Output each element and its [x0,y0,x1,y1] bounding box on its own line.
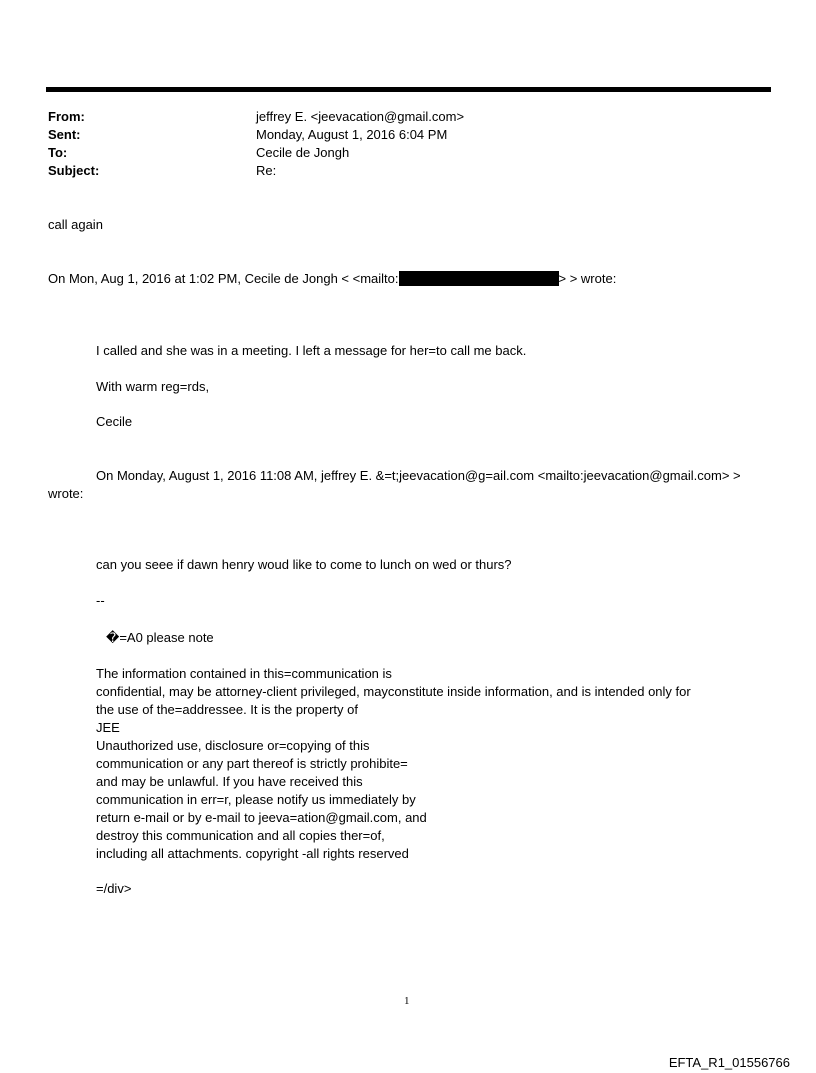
subject-label: Subject: [48,163,100,178]
redaction-block [399,271,559,286]
sent-value: Monday, August 1, 2016 6:04 PM [256,127,448,142]
quote1-prefix: On Mon, Aug 1, 2016 at 1:02 PM, Cecile de Jongh < <mailto: [48,271,399,286]
quote2-signature-separator: -- [96,593,105,608]
quote2-header-line2: wrote: [48,486,84,501]
quote2-header-line1: On Monday, August 1, 2016 11:08 AM, jeffrey E. &=t;jeevacation@g=ail.com <mailto:jeevacation@gmail.com> > [96,468,741,483]
disclaimer-line: Unauthorized use, disclosure or=copying of this [96,738,370,753]
sent-row [48,126,748,144]
to-label: To: [48,145,68,160]
from-row [48,108,748,126]
disclaimer-line: the use of the=addressee. It is the property of [96,702,358,717]
disclaimer-line: destroy this communication and all copies ther=of, [96,828,385,843]
quote1-line3: Cecile [96,414,133,429]
quote1-suffix: > > wrote: [558,271,617,286]
disclaimer-line: confidential, may be attorney-client privileged, mayconstitute inside information, and is intended only for [96,684,691,699]
disclaimer-line: return e-mail or by e-mail to jeeva=ation@gmail.com, and [96,810,427,825]
closing-tag: =/div> [96,881,132,896]
from-value: jeffrey E. <jeevacation@gmail.com> [256,109,465,124]
quote1-line2: With warm reg=rds, [96,379,210,394]
header-divider [46,87,771,92]
subject-row [48,162,748,180]
subject-value: Re: [256,163,277,178]
reply-text: call again [48,217,103,232]
sent-label: Sent: [48,127,81,142]
disclaimer-line: JEE [96,720,120,735]
disclaimer-line: communication or any part thereof is strictly prohibite= [96,756,408,771]
quote1-line1: I called and she was in a meeting. I left a message for her=to call me back. [96,343,527,358]
to-row [48,144,748,162]
quote1-header [48,270,616,288]
from-label: From: [48,109,85,124]
disclaimer-line: The information contained in this=communication is [96,666,392,681]
page-number: 1 [404,995,410,1007]
disclaimer-line: communication in err=r, please notify us immediately by [96,792,416,807]
disclaimer-line: and may be unlawful. If you have received this [96,774,363,789]
disclaimer-line: including all attachments. copyright -all rights reserved [96,846,409,861]
to-value: Cecile de Jongh [256,145,350,160]
quote2-line1: can you seee if dawn henry woud like to come to lunch on wed or thurs? [96,557,512,572]
quote2-note: �=A0 please note [106,630,214,645]
document-id: EFTA_R1_01556766 [668,1055,790,1070]
